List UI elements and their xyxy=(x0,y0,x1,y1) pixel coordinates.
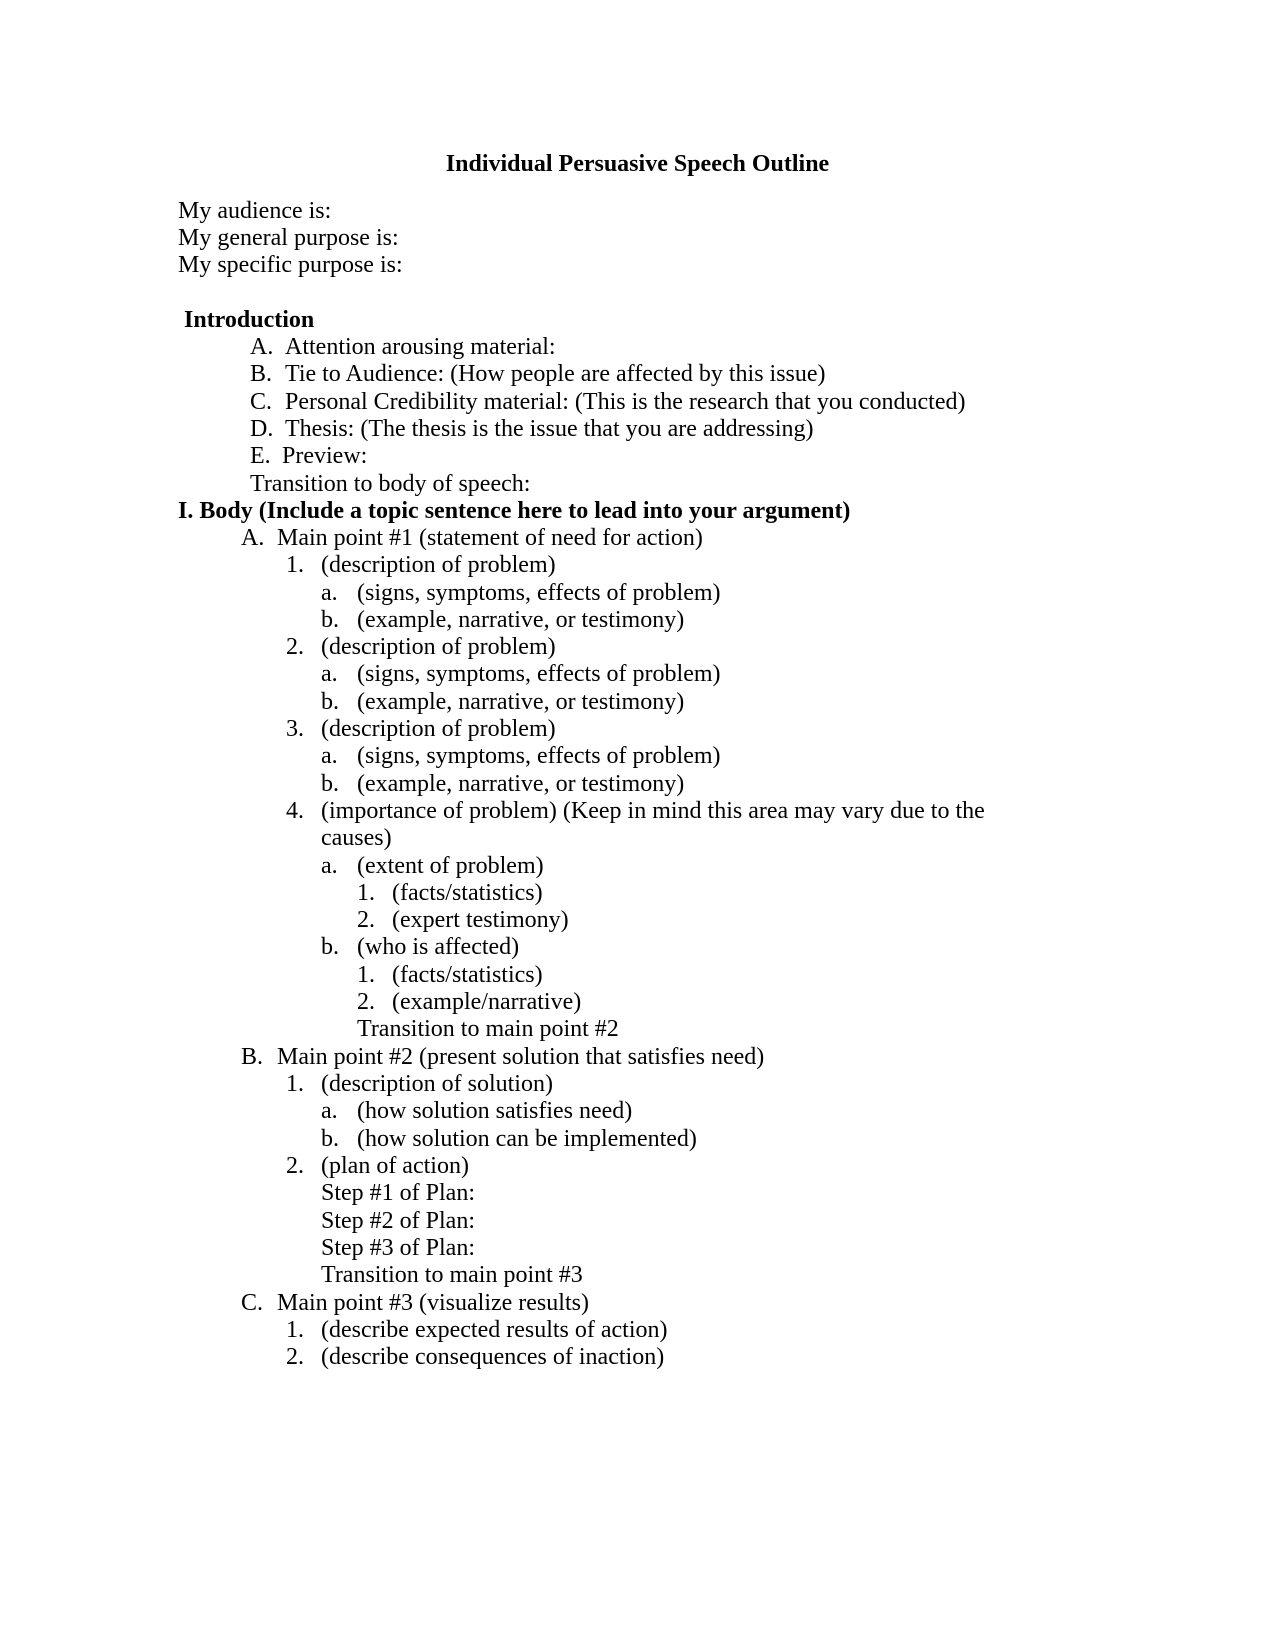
intro-marker-b: B. xyxy=(250,361,273,387)
page-title: Individual Persuasive Speech Outline xyxy=(445,151,830,177)
mp1-sub1-b: (example, narrative, or testimony) xyxy=(357,607,685,633)
intro-marker-c: C. xyxy=(250,389,273,415)
mp3-sub2: (describe consequences of inaction) xyxy=(321,1344,665,1370)
main-point-2: Main point #2 (present solution that satisfies need) xyxy=(277,1044,765,1070)
mp3-sub2-marker: 2. xyxy=(286,1344,304,1370)
mp1-sub2-b: (example, narrative, or testimony) xyxy=(357,689,685,715)
mp3-sub1-marker: 1. xyxy=(286,1317,304,1343)
mp1-sub4-a-i1: (facts/statistics) xyxy=(392,880,543,906)
mp1-sub4-a-i1-marker: 1. xyxy=(357,880,375,906)
mp2-sub2: (plan of action) xyxy=(321,1153,469,1179)
mp2-sub1-b: (how solution can be implemented) xyxy=(357,1126,697,1152)
intro-transition: Transition to body of speech: xyxy=(250,471,531,497)
mp2-sub1-b-marker: b. xyxy=(321,1126,339,1152)
mp2-sub2-marker: 2. xyxy=(286,1153,304,1179)
mp2-sub1-a: (how solution satisfies need) xyxy=(357,1098,633,1124)
mp1-sub2: (description of problem) xyxy=(321,634,556,660)
main-point-1: Main point #1 (statement of need for action) xyxy=(277,525,703,551)
mp1-sub2-b-marker: b. xyxy=(321,689,339,715)
mp2-sub1: (description of solution) xyxy=(321,1071,553,1097)
mp1-sub4-b: (who is affected) xyxy=(357,934,520,960)
mp1-sub4-b-i1-marker: 1. xyxy=(357,962,375,988)
mp1-sub4-b-i1: (facts/statistics) xyxy=(392,962,543,988)
intro-item-preview: Preview: xyxy=(282,443,368,469)
plan-step-2: Step #2 of Plan: xyxy=(321,1208,475,1234)
mp1-sub4-a-i2: (expert testimony) xyxy=(392,907,569,933)
mp3-sub1: (describe expected results of action) xyxy=(321,1317,668,1343)
mp1-sub4-b-marker: b. xyxy=(321,934,339,960)
mp1-sub3-a: (signs, symptoms, effects of problem) xyxy=(357,743,721,769)
mp2-sub1-a-marker: a. xyxy=(321,1098,338,1124)
intro-marker-e: E. xyxy=(250,443,271,469)
mp1-sub1-b-marker: b. xyxy=(321,607,339,633)
mp1-sub2-marker: 2. xyxy=(286,634,304,660)
intro-item-attention: Attention arousing material: xyxy=(285,334,556,360)
specific-purpose-field: My specific purpose is: xyxy=(178,252,403,278)
intro-marker-a: A. xyxy=(250,334,274,360)
mp1-sub4-b-i2-marker: 2. xyxy=(357,989,375,1015)
mp1-sub4-a: (extent of problem) xyxy=(357,853,544,879)
mp1-sub3-b: (example, narrative, or testimony) xyxy=(357,771,685,797)
transition-to-main-point-3: Transition to main point #3 xyxy=(321,1262,583,1288)
main-point-3: Main point #3 (visualize results) xyxy=(277,1290,589,1316)
mp1-sub3-a-marker: a. xyxy=(321,743,338,769)
mp1-sub4-line1: (importance of problem) (Keep in mind this area may vary due to the xyxy=(321,798,985,824)
mp1-sub1-a-marker: a. xyxy=(321,580,338,606)
mp1-sub4-marker: 4. xyxy=(286,798,304,824)
plan-step-1: Step #1 of Plan: xyxy=(321,1180,475,1206)
mp1-sub3-marker: 3. xyxy=(286,716,304,742)
mp1-sub4-a-i2-marker: 2. xyxy=(357,907,375,933)
intro-item-credibility: Personal Credibility material: (This is the research that you conducted) xyxy=(285,389,966,415)
body-heading: I. Body (Include a topic sentence here to lead into your argument) xyxy=(178,498,851,524)
mp1-sub3: (description of problem) xyxy=(321,716,556,742)
main-point-1-marker: A. xyxy=(241,525,265,551)
mp1-sub4-a-marker: a. xyxy=(321,853,338,879)
mp1-sub2-a-marker: a. xyxy=(321,661,338,687)
mp1-sub4-b-i2: (example/narrative) xyxy=(392,989,582,1015)
intro-item-thesis: Thesis: (The thesis is the issue that you are addressing) xyxy=(285,416,814,442)
intro-item-tie-to-audience: Tie to Audience: (How people are affected by this issue) xyxy=(285,361,826,387)
main-point-2-marker: B. xyxy=(241,1044,264,1070)
general-purpose-field: My general purpose is: xyxy=(178,225,399,251)
transition-to-main-point-2: Transition to main point #2 xyxy=(357,1016,619,1042)
plan-step-3: Step #3 of Plan: xyxy=(321,1235,475,1261)
mp2-sub1-marker: 1. xyxy=(286,1071,304,1097)
intro-marker-d: D. xyxy=(250,416,274,442)
audience-field: My audience is: xyxy=(178,198,332,224)
mp1-sub1-marker: 1. xyxy=(286,552,304,578)
mp1-sub1: (description of problem) xyxy=(321,552,556,578)
main-point-3-marker: C. xyxy=(241,1290,264,1316)
introduction-heading: Introduction xyxy=(184,307,315,333)
mp1-sub1-a: (signs, symptoms, effects of problem) xyxy=(357,580,721,606)
mp1-sub4-line2: causes) xyxy=(321,825,392,851)
mp1-sub2-a: (signs, symptoms, effects of problem) xyxy=(357,661,721,687)
mp1-sub3-b-marker: b. xyxy=(321,771,339,797)
